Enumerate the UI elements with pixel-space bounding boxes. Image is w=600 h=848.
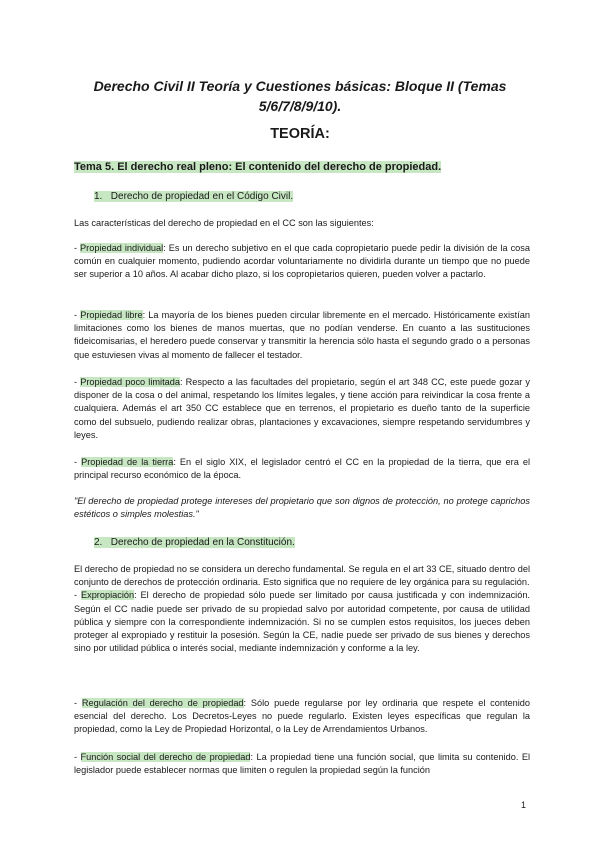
item-label: Expropiación [80,590,135,601]
item-prefix: - [74,698,82,708]
quote-paragraph: "El derecho de propiedad protege intereses del propietario que son dignos de protección, no protege caprichos estéticos o simples molestias." [74,496,530,520]
item-label: Propiedad libre [80,310,143,320]
item-text: : Es un derecho subjetivo en el que cada copropietario puede pedir la división de la cosa común en cualquier momento, pudiendo acordar voluntariamente no dividirla durante un tiempo que no puede ser superior a 10 años. Al acabar dicho plazo, si los copropietarios quieren, pueden volver a pactarlo. [74,243,530,280]
item-prefix: - [74,310,81,320]
item-text: : La mayoría de los bienes pueden circular libremente en el mercado. Históricamente existían limitaciones como los bienes de manos muertas, que no podían venderse. En cuanto a las sustituciones fideicomisarias, el heredero puede conservar y transmitir la herencia sólo hasta el segundo grado o a personas que estuviesen vivas al momento de fallecer el testador. [74,310,530,360]
item-prefix: - [74,243,81,253]
document-title [70,76,530,116]
item-text: : Respecto a las facultades del propietario, según el art 348 CC, este puede gozar y disponer de la cosa o del animal, respetando los límites legales, y tiene acción para reivindicar la cosa frente a cualquiera. Además el art 350 CC establece que en terrenos, el propietario es dueño tanto de la superficie como del subsuelo, pudiendo realizar obras, plantaciones y excavaciones, siempre respetando servidumbres y leyes. [74,377,530,440]
subheading-2-number: 2. [94,537,103,548]
list-item [74,376,530,442]
tema-heading-text: Tema 5. El derecho real pleno: El contenido del derecho de propiedad. [74,161,442,173]
subheading-1-number: 1. [94,191,103,202]
list-item [74,456,530,482]
list-item [74,242,530,282]
tema-heading [74,160,441,174]
subheading-2-text: Derecho de propiedad en la Constitución. [110,537,295,548]
title-line-1: Derecho Civil II Teoría y Cuestiones básicas: Bloque II (Temas [93,78,507,94]
section-title: TEORÍA: [270,126,330,142]
item-text: : Sólo puede regularse por ley ordinaria que respete el contenido esencial del derecho. Los Decretos-Leyes no puede regularlo. Existen leyes específicas que regulan la propiedad, como la Ley de Propiedad Horizontal, o la Ley de Arrendamientos Urbanos. [74,698,530,735]
constitution-paragraph [74,563,530,655]
item-text: : El derecho de propiedad sólo puede ser limitado por causa justificada y con indemnización. Según el CC nadie puede ser privado de su propiedad salvo por autoridad competente, por causa de utilidad pública y siempre con la correspondiente indemnización. Si no se cumplen estos requisitos, los jueces deben proteger al expropiado y restituir la posesión. Según la CE, nadie puede ser privado de sus bienes y derechos sino por utilidad pública o interés social, mediante indemnización y conforme a la ley. [74,590,530,654]
subheading-2-highlight [94,537,295,548]
intro-paragraph: Las características del derecho de propiedad en el CC son las siguientes: [74,218,374,228]
list-item [74,589,530,655]
page-number: 1 [520,800,526,810]
subheading-1-highlight [94,191,293,202]
item-label: Propiedad de la tierra [81,457,174,467]
list-item [74,309,530,362]
list-item [74,751,530,777]
item-text: : La propiedad tiene una función social, que limita su contenido. El legislador puede establecer normas que limiten o regulen la propiedad según la función [74,752,530,776]
item-prefix: - [74,457,82,467]
list-item [74,697,530,737]
constitution-intro: El derecho de propiedad no se considera un derecho fundamental. Se regula en el art 33 CE, situado dentro del conjunto de derechos de protección ordinaria. Esto significa que no requiere de ley orgánica para su regulación. [74,564,530,588]
item-text: : En el siglo XIX, el legislador centró el CC en la propiedad de la tierra, que era el principal recurso económico de la época. [74,457,530,481]
title-line-2: 5/6/7/8/9/10). [258,98,342,114]
item-prefix: - [74,752,81,762]
item-label: Propiedad poco limitada [80,377,180,387]
item-prefix: - [74,590,81,601]
subheading-2 [94,536,295,549]
subheading-1-text: Derecho de propiedad en el Código Civil. [110,191,294,202]
item-prefix: - [74,377,81,387]
item-label: Función social del derecho de propiedad [80,752,251,762]
subheading-1 [94,190,293,203]
item-label: Propiedad individual [80,243,164,253]
item-label: Regulación del derecho de propiedad [81,698,244,708]
